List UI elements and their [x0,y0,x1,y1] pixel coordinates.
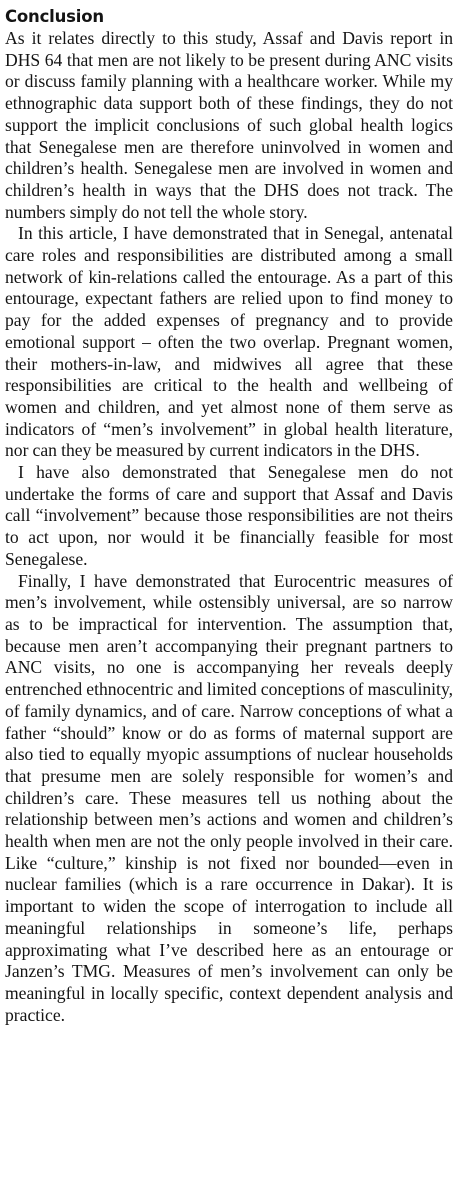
paragraph-3: I have also demonstrated that Senegalese men do not undertake the forms of care and support that Assaf and Davis call “involvement” because those responsibilities are not theirs to act upon, nor would it be financially feasible for most Senegalese. [5,462,453,569]
paragraph-4: Finally, I have demonstrated that Eurocentric measures of men’s involvement, while ostensibly universal, are so narrow as to be impractical for intervention. The assumption that, because men aren’t accompanying their pregnant partners to ANC visits, no one is accompanying her reveals deeply entrenched ethnocentric and limited conceptions of masculinity, of family dynamics, and of care. Narrow conceptions of what a father “should” know or do as forms of maternal support are also tied to equally myopic assumptions of nuclear households that presume men are solely responsible for women’s and children’s care. These measures tell us nothing about the relationship between men’s actions and women and children’s health when men are not the only people involved in their care. Like “culture,” kinship is not fixed nor bounded—even in nuclear families (which is a rare occurrence in Dakar). It is important to widen the scope of interrogation to include all meaningful relationships in someone’s life, perhaps approximating what I’ve described here as an entourage or Janzen’s TMG. Measures of men’s involvement can only be meaningful in locally specific, context dependent analysis and practice. [5,570,453,1025]
paragraph-2: In this article, I have demonstrated that in Senegal, antenatal care roles and responsibilities are distributed among a small network of kin-relations called the entourage. As a part of this entourage, expectant fathers are relied upon to find money to pay for the added expenses of pregnancy and to provide emotional support – often the two overlap. Pregnant women, their mothers-in-law, and midwives all agree that these responsibilities are critical to the health and wellbeing of women and children, and yet almost none of them serve as indicators of “men’s involvement” in global health literature, nor can they be measured by current indicators in the DHS. [5,223,453,461]
article-page [5,6,453,1026]
section-heading: Conclusion [5,7,104,26]
paragraph-1: As it relates directly to this study, Assaf and Davis report in DHS 64 that men are not likely to be present during ANC visits or discuss family planning with a healthcare worker. While my ethnographic data support both of these findings, they do not support the implicit conclusions of such global health logics that Senegalese men are therefore uninvolved in women and children’s health. Senegalese men are involved in women and children’s health in ways that the DHS does not track. The numbers simply do not tell the whole story. [5,28,453,222]
